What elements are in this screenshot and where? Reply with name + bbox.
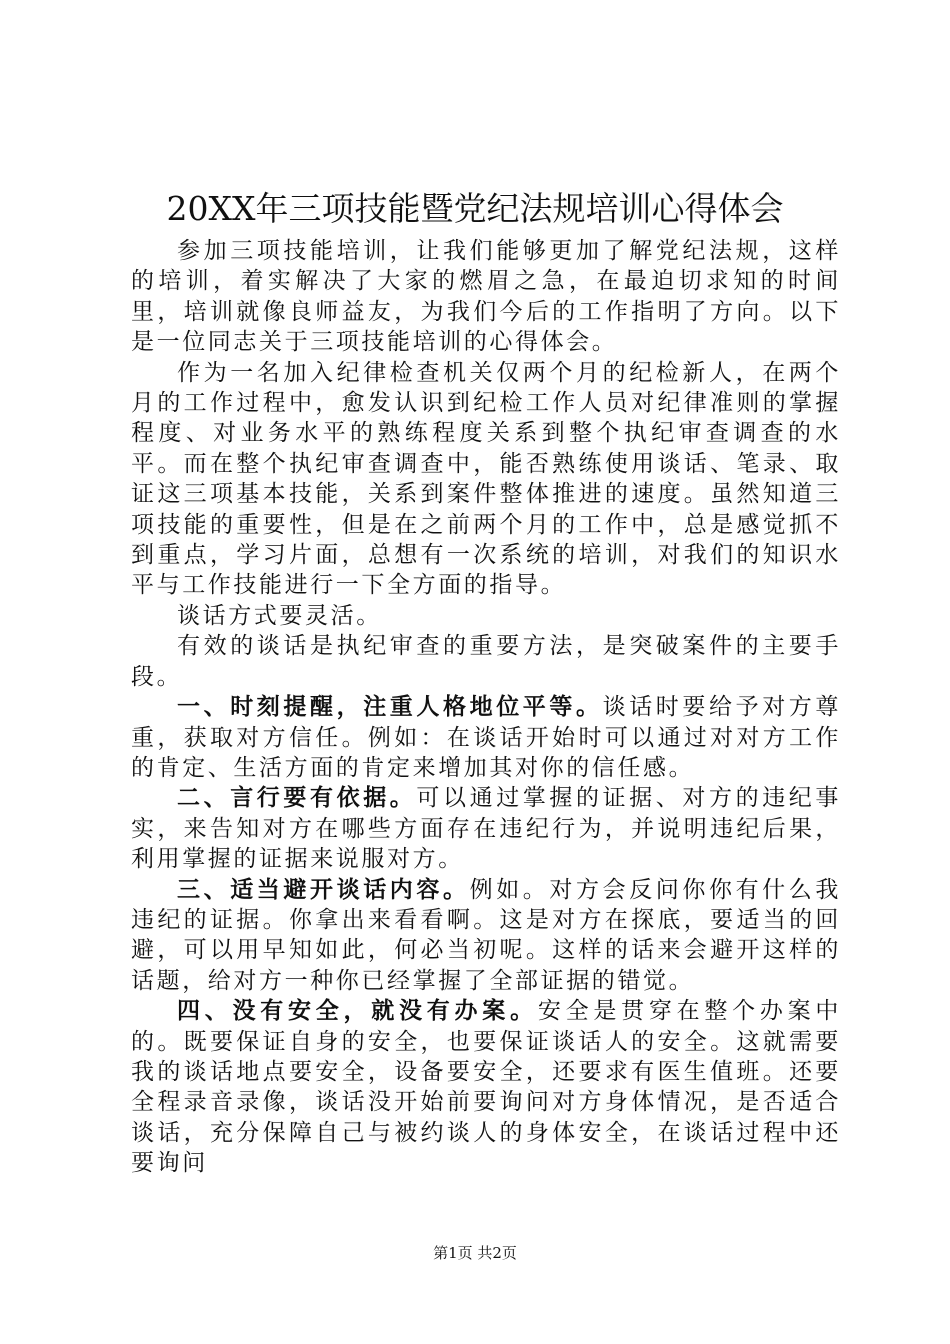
paragraph-text: 可以通过掌握的证据、对方的违纪事实，来告知对方在哪些方面存在违纪行为，并说明违纪后果，利用掌握的证据来说服对方。 (131, 785, 841, 873)
paragraph-heading: 一、时刻提醒，注重人格地位平等。 (177, 693, 603, 721)
paragraph-text: 参加三项技能培训，让我们能够更加了解党纪法规，这样的培训，着实解决了大家的燃眉之急，在最迫切求知的时间里，培训就像良师益友，为我们今后的工作指明了方向。以下是一位同志关于三项技能培训的心得体会。 (131, 238, 841, 356)
paragraph (131, 358, 841, 601)
page-footer: 第1页 共2页 (433, 1244, 517, 1262)
paragraph-text: 谈话方式要灵活。 (177, 602, 382, 629)
paragraph-text: 有效的谈话是执纪审查的重要方法，是突破案件的主要手段。 (131, 633, 841, 690)
paragraph (131, 601, 841, 631)
paragraph (131, 875, 841, 997)
document-title: 20XX年三项技能暨党纪法规培训心得体会 (166, 189, 784, 228)
paragraph-text: 作为一名加入纪律检查机关仅两个月的纪检新人，在两个月的工作过程中，愈发认识到纪检工作人员对纪律准则的掌握程度、对业务水平的熟练程度关系到整个执纪审查调查的水平。而在整个执纪审查调查中，能否熟练使用谈话、笔录、取证这三项基本技能，关系到案件整体推进的速度。虽然知道三项技能的重要性，但是在之前两个月的工作中，总是感觉抓不到重点，学习片面，总想有一次系统的培训，对我们的知识水平与工作技能进行一下全方面的指导。 (131, 359, 841, 599)
paragraph (131, 692, 841, 783)
paragraph (131, 631, 841, 692)
document-body (131, 236, 841, 1179)
paragraph (131, 236, 841, 358)
paragraph-heading: 三、适当避开谈话内容。 (177, 875, 470, 903)
paragraph (131, 783, 841, 874)
paragraph-heading: 二、言行要有依据。 (177, 784, 417, 812)
paragraph-text: 谈话时要给予对方尊重，获取对方信任。例如：在谈话开始时可以通过对对方工作的肯定、生活方面的肯定来增加其对你的信任感。 (131, 694, 841, 781)
paragraph-text: 安全是贯穿在整个办案中的。既要保证自身的安全，也要保证谈话人的安全。这就需要我的谈话地点要安全，设备要安全，还要求有医生值班。还要全程录音录像，谈话没开始前要询问对方身体情况，是否适合谈话，充分保障自己与被约谈人的身体安全，在谈话过程中还要询问 (131, 998, 841, 1177)
paragraph-text: 例如。对方会反问你你有什么我违纪的证据。你拿出来看看啊。这是对方在探底，要适当的回避，可以用早知如此，何必当初呢。这样的话来会避开这样的话题，给对方一种你已经掌握了全部证据的错觉。 (131, 876, 841, 994)
paragraph (131, 996, 841, 1178)
paragraph-heading: 四、没有安全，就没有办案。 (177, 997, 538, 1025)
